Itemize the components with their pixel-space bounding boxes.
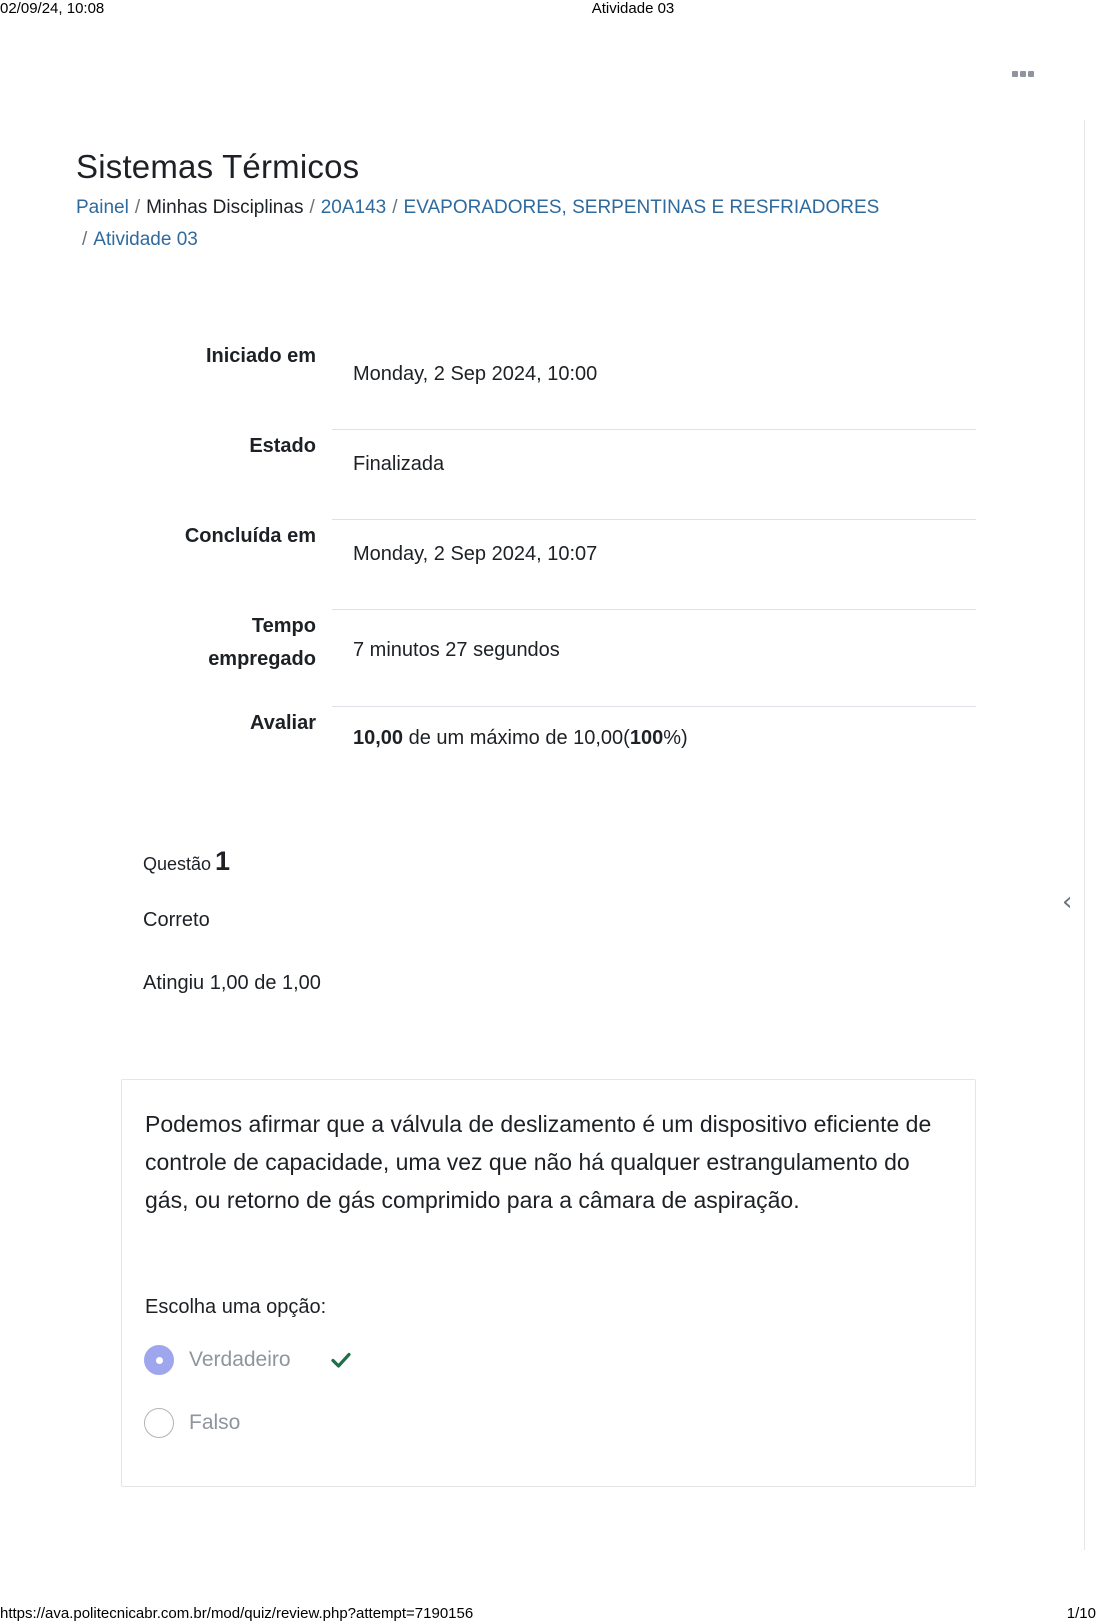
breadcrumb-course-code[interactable]: 20A143 bbox=[320, 197, 387, 218]
print-page-number: 1/10 bbox=[1066, 1605, 1096, 1622]
print-url: https://ava.politecnicabr.com.br/mod/quiz/review.php?attempt=7190156 bbox=[0, 1605, 474, 1622]
completed-value: Monday, 2 Sep 2024, 10:07 bbox=[332, 520, 976, 610]
breadcrumb-activity[interactable]: Atividade 03 bbox=[93, 229, 198, 250]
question-info bbox=[143, 846, 443, 995]
question-text: Podemos afirmar que a válvula de deslizamento é um dispositivo eficiente de controle de capacidade, uma vez que não há qualquer estrangulamento do gás, ou retorno de gás comprimido para a câmara de aspiração. bbox=[145, 1111, 932, 1213]
summary-row-time bbox=[150, 610, 976, 707]
grade-percent: 100 bbox=[629, 727, 664, 749]
attempt-summary-table bbox=[150, 340, 976, 787]
summary-row-completed bbox=[150, 520, 976, 610]
started-value: Monday, 2 Sep 2024, 10:00 bbox=[332, 340, 976, 430]
time-label bbox=[150, 610, 332, 707]
time-label-line1: Tempo bbox=[251, 615, 316, 637]
summary-row-grade bbox=[150, 707, 976, 787]
breadcrumb-separator: / bbox=[392, 197, 398, 218]
state-value: Finalizada bbox=[332, 430, 976, 520]
answer-option-falso[interactable] bbox=[144, 1407, 240, 1439]
question-formulation bbox=[121, 1079, 976, 1487]
question-number bbox=[143, 846, 443, 877]
answer-prompt: Escolha uma opção: bbox=[145, 1296, 327, 1318]
breadcrumb-separator: / bbox=[82, 229, 88, 250]
answer-option-verdadeiro[interactable] bbox=[144, 1344, 351, 1376]
radio-selected[interactable] bbox=[144, 1345, 174, 1375]
more-options-icon[interactable] bbox=[1010, 62, 1036, 86]
question-state: Correto bbox=[143, 909, 210, 931]
grade-score: 10,00 bbox=[353, 727, 404, 749]
summary-row-started bbox=[150, 340, 976, 430]
completed-label: Concluída em bbox=[184, 525, 316, 547]
breadcrumb-painel[interactable]: Painel bbox=[76, 197, 129, 218]
time-value: 7 minutos 27 segundos bbox=[332, 610, 976, 707]
breadcrumb-separator: / bbox=[134, 197, 141, 218]
radio-unselected[interactable] bbox=[144, 1408, 174, 1438]
chevron-left-icon[interactable]: ‹ bbox=[1062, 887, 1073, 917]
started-label: Iniciado em bbox=[205, 345, 316, 367]
question-grade: Atingiu 1,00 de 1,00 bbox=[143, 972, 321, 994]
grade-label: Avaliar bbox=[250, 712, 316, 734]
answer-option-label: Falso bbox=[189, 1411, 241, 1434]
time-label-line2: empregado bbox=[208, 648, 316, 670]
print-datetime: 02/09/24, 10:08 bbox=[0, 0, 105, 17]
breadcrumb-minhas-disciplinas: Minhas Disciplinas bbox=[146, 197, 304, 218]
grade-mid: de um máximo de 10,00( bbox=[403, 727, 630, 749]
question-label: Questão bbox=[143, 854, 212, 874]
print-header bbox=[0, 0, 1096, 18]
answer-option-label: Verdadeiro bbox=[189, 1348, 291, 1371]
breadcrumb-section[interactable]: EVAPORADORES, SERPENTINAS E RESFRIADORES bbox=[403, 197, 880, 218]
grade-value bbox=[332, 707, 976, 787]
page-title: Sistemas Térmicos bbox=[76, 148, 360, 185]
breadcrumb bbox=[76, 192, 976, 256]
check-icon bbox=[331, 1350, 351, 1370]
grade-end: %) bbox=[663, 727, 688, 749]
question-number-value: 1 bbox=[215, 846, 231, 876]
state-label: Estado bbox=[249, 435, 316, 457]
drawer-border bbox=[1084, 120, 1085, 1550]
summary-row-state bbox=[150, 430, 976, 520]
print-doc-title: Atividade 03 bbox=[591, 0, 675, 17]
breadcrumb-separator: / bbox=[309, 197, 315, 218]
print-footer bbox=[0, 1605, 1096, 1623]
